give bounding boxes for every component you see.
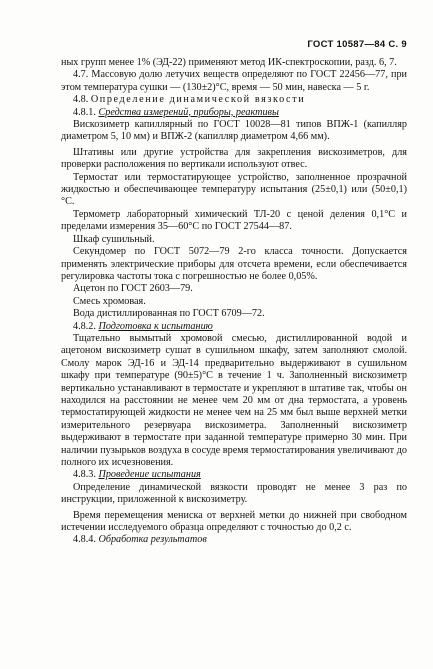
paragraph: Тщательно вымытый хромовой смесью, дистиллированной водой и ацетоном вискозиметр сушат в сушильном шкафу, затем заполняют смолой. Смолу марок ЭД-16 и ЭД-14 предварительно выдерживают в сушильном шкафу при температуре (90±5)°С в течение 1 ч. Заполненный вискозиметр вертикально устанавливают в термостате и укрепляют в штативе так, чтобы он находился на расстоянии не менее чем 20 мм от дна термостата, а уровень термостатирующей жидкости не менее чем на 25 мм был выше верхней метки измерительного резервуара вискозиметра. Заполненный вискозиметр выдерживают в термостате при заданной температуре примерно 30 мин. При наличии пузырьков воздуха в сосуде время термостатирования увеличивают до полного их исчезновения.: [61, 332, 407, 468]
paragraph: Штативы или другие устройства для закрепления вискозиметров, для проверки расположения по вертикали используют отвес.: [61, 146, 407, 171]
paragraph: 4.7. Массовую долю летучих веществ определяют по ГОСТ 22456—77, при этом температура сушки — (130±2)°С, время — 50 мин, навеска — 5 г.: [61, 69, 407, 93]
subsection-number: 4.8.2.: [73, 320, 96, 332]
paragraph: ных групп менее 1% (ЭД-22) применяют метод ИК-спектроскопии, разд. 6, 7.: [61, 57, 397, 68]
paragraph: Смесь хромовая.: [73, 295, 146, 307]
subsection-number: 4.8.4.: [73, 534, 96, 546]
paragraph: Определение динамической вязкости проводят не менее 3 раз по инструкции, приложенной к вискозиметру.: [61, 481, 407, 506]
paragraph: Время перемещения мениска от верхней метки до нижней при свободном истечении исследуемого образца определяют с точностью до 0,2 с.: [61, 509, 407, 534]
section-title: Определение динамической вязкости: [90, 94, 306, 106]
paragraph: Вода дистиллированная по ГОСТ 6709—72.: [73, 308, 265, 320]
subsection-number: 4.8.3.: [73, 469, 96, 481]
subsection-number: 4.8.1.: [73, 106, 96, 118]
subsection-heading: [61, 321, 407, 333]
subsection-title: Обработка результатов: [98, 534, 207, 546]
paragraph: Секундомер по ГОСТ 5072—79 2-го класса точности. Допускается применять электрические приборы для отсчета времени, если обеспечивается регулировка частоты тока с погрешностью не более 0,05%.: [61, 246, 407, 282]
subsection-title: Подготовка к испытанию: [98, 320, 213, 332]
running-header: ГОСТ 10587—84 С. 9: [307, 39, 407, 50]
section-heading: [61, 94, 407, 106]
subsection-heading: [61, 107, 407, 119]
subsection-title: Проведение испытания: [98, 469, 201, 481]
subsection-heading: [61, 469, 407, 481]
subsection-heading: [61, 534, 407, 546]
paragraph: Шкаф сушильный.: [73, 233, 155, 245]
paragraph: Ацетон по ГОСТ 2603—79.: [73, 283, 193, 295]
paragraph: Термометр лабораторный химический ТЛ-20 с ценой деления 0,1°С и пределами измерения 35—60°С по ГОСТ 27544—87.: [61, 208, 407, 233]
document-body: [61, 57, 407, 547]
paragraph: Термостат или термостатирующее устройство, заполненное прозрачной жидкостью и обеспечивающее температуру испытания (25±0,1) или (50±0,1)°С.: [61, 171, 407, 208]
subsection-title: Средства измерений, приборы, реактивы: [98, 106, 279, 118]
section-number: 4.8.: [73, 94, 89, 106]
paragraph: Вискозиметр капиллярный по ГОСТ 10028—81 типов ВПЖ-1 (капилляр диаметром 5, 10 мм) и ВПЖ-2 (капилляр диаметром 4,66 мм).: [61, 119, 407, 143]
